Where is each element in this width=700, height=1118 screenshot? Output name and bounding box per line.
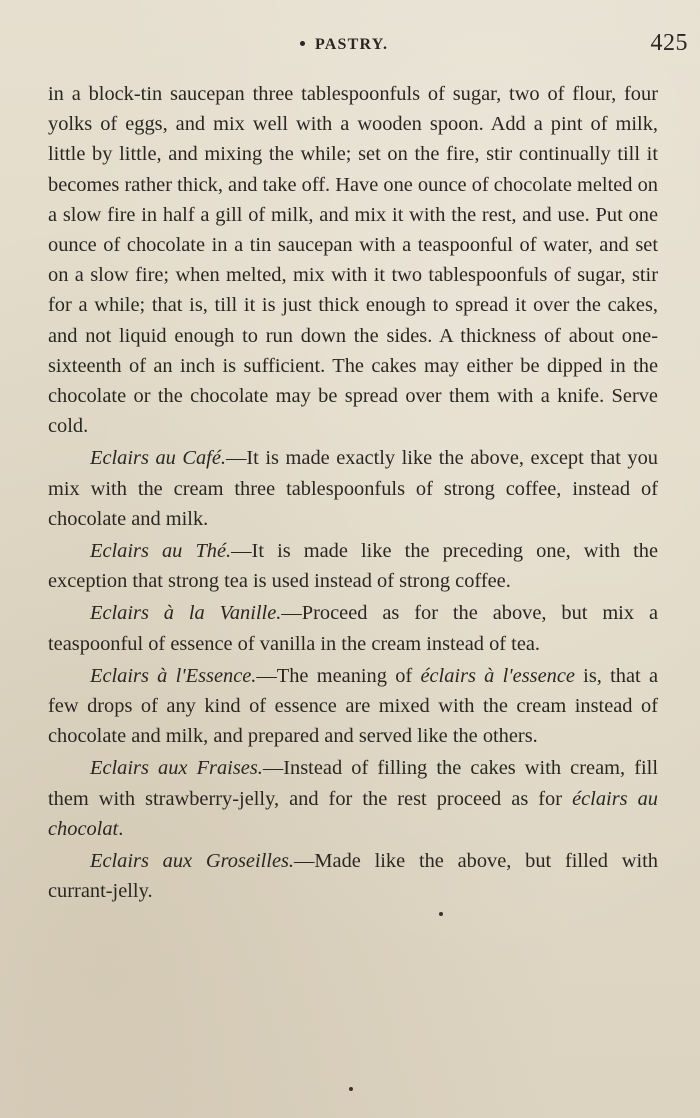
recipe-text: —Made like the above, but filled with currant-jelly. [48,850,659,903]
recipe-text: —It is made like the preceding one, with the exception that strong tea is used instead of strong coffee. [48,540,659,593]
recipe-text: is, that a few drops of any kind of essence are mixed with the cream instead of chocolate and milk, and prepared and served like the others. [48,664,658,748]
recipe-eclairs-au-the [48,536,658,596]
recipe-title: Eclairs au Thé. [90,540,232,563]
bullet-icon [300,41,305,46]
running-head [300,36,388,54]
ink-speck [439,912,443,916]
recipe-title: Eclairs à l'Essence. [90,664,257,687]
recipe-text: . [118,817,124,840]
recipe-text: —Proceed as for the above, but mix a teaspoonful of essence of vanilla in the cream instead of tea. [48,602,658,655]
recipe-text: —It is made exactly like the above, except that you mix with the cream three tablespoonfuls of strong coffee, instead of chocolate and milk. [48,447,658,530]
recipe-eclairs-a-lessence [48,661,658,752]
page-body [48,79,658,906]
recipe-italic-phrase: éclairs au chocolat [48,787,658,840]
running-head-text: PASTRY. [315,36,389,53]
continuation-paragraph: in a block-tin saucepan three tablespoonfuls of sugar, two of flour, four yolks of eggs, and mix well with a wooden spoon. Add a pint of milk, little by little, and mixing the while; set on the fire, stir continually till it becomes rather thick, and take off. Have one ounce of chocolate melted on a slow fire in half a gill of milk, and mix it with the rest, and use. Put one ounce of chocolate in a tin saucepan with a teaspoonful of water, and set on a slow fire; when melted, mix with it two tablespoonfuls of sugar, stir for a while; that is, till it is just thick enough to spread it over the cakes, and not liquid enough to run down the sides. A thickness of about one-sixteenth of an inch is sufficient. The cakes may either be dipped in the chocolate or the chocolate may be spread over them with a knife. Serve cold. [48,83,658,438]
page-number: 425 [650,30,688,56]
recipe-title: Eclairs aux Groseilles. [90,850,295,873]
recipe-text: —Instead of filling the cakes with cream, fill them with strawberry-jelly, and for the rest proceed as for [48,757,658,810]
recipe-italic-phrase: éclairs à l'essence [420,664,575,687]
recipe-eclairs-au-cafe [48,443,658,534]
recipe-eclairs-a-la-vanille [48,598,658,658]
recipe-title: Eclairs à la Vanille. [90,602,282,625]
recipe-title: Eclairs aux Fraises. [90,757,263,780]
recipe-eclairs-aux-fraises [48,753,658,844]
recipe-eclairs-aux-groseilles [48,846,658,906]
recipe-text: —The meaning of [256,664,421,687]
ink-speck [349,1087,353,1091]
recipe-title: Eclairs au Café. [90,447,226,470]
page-header [0,30,700,62]
